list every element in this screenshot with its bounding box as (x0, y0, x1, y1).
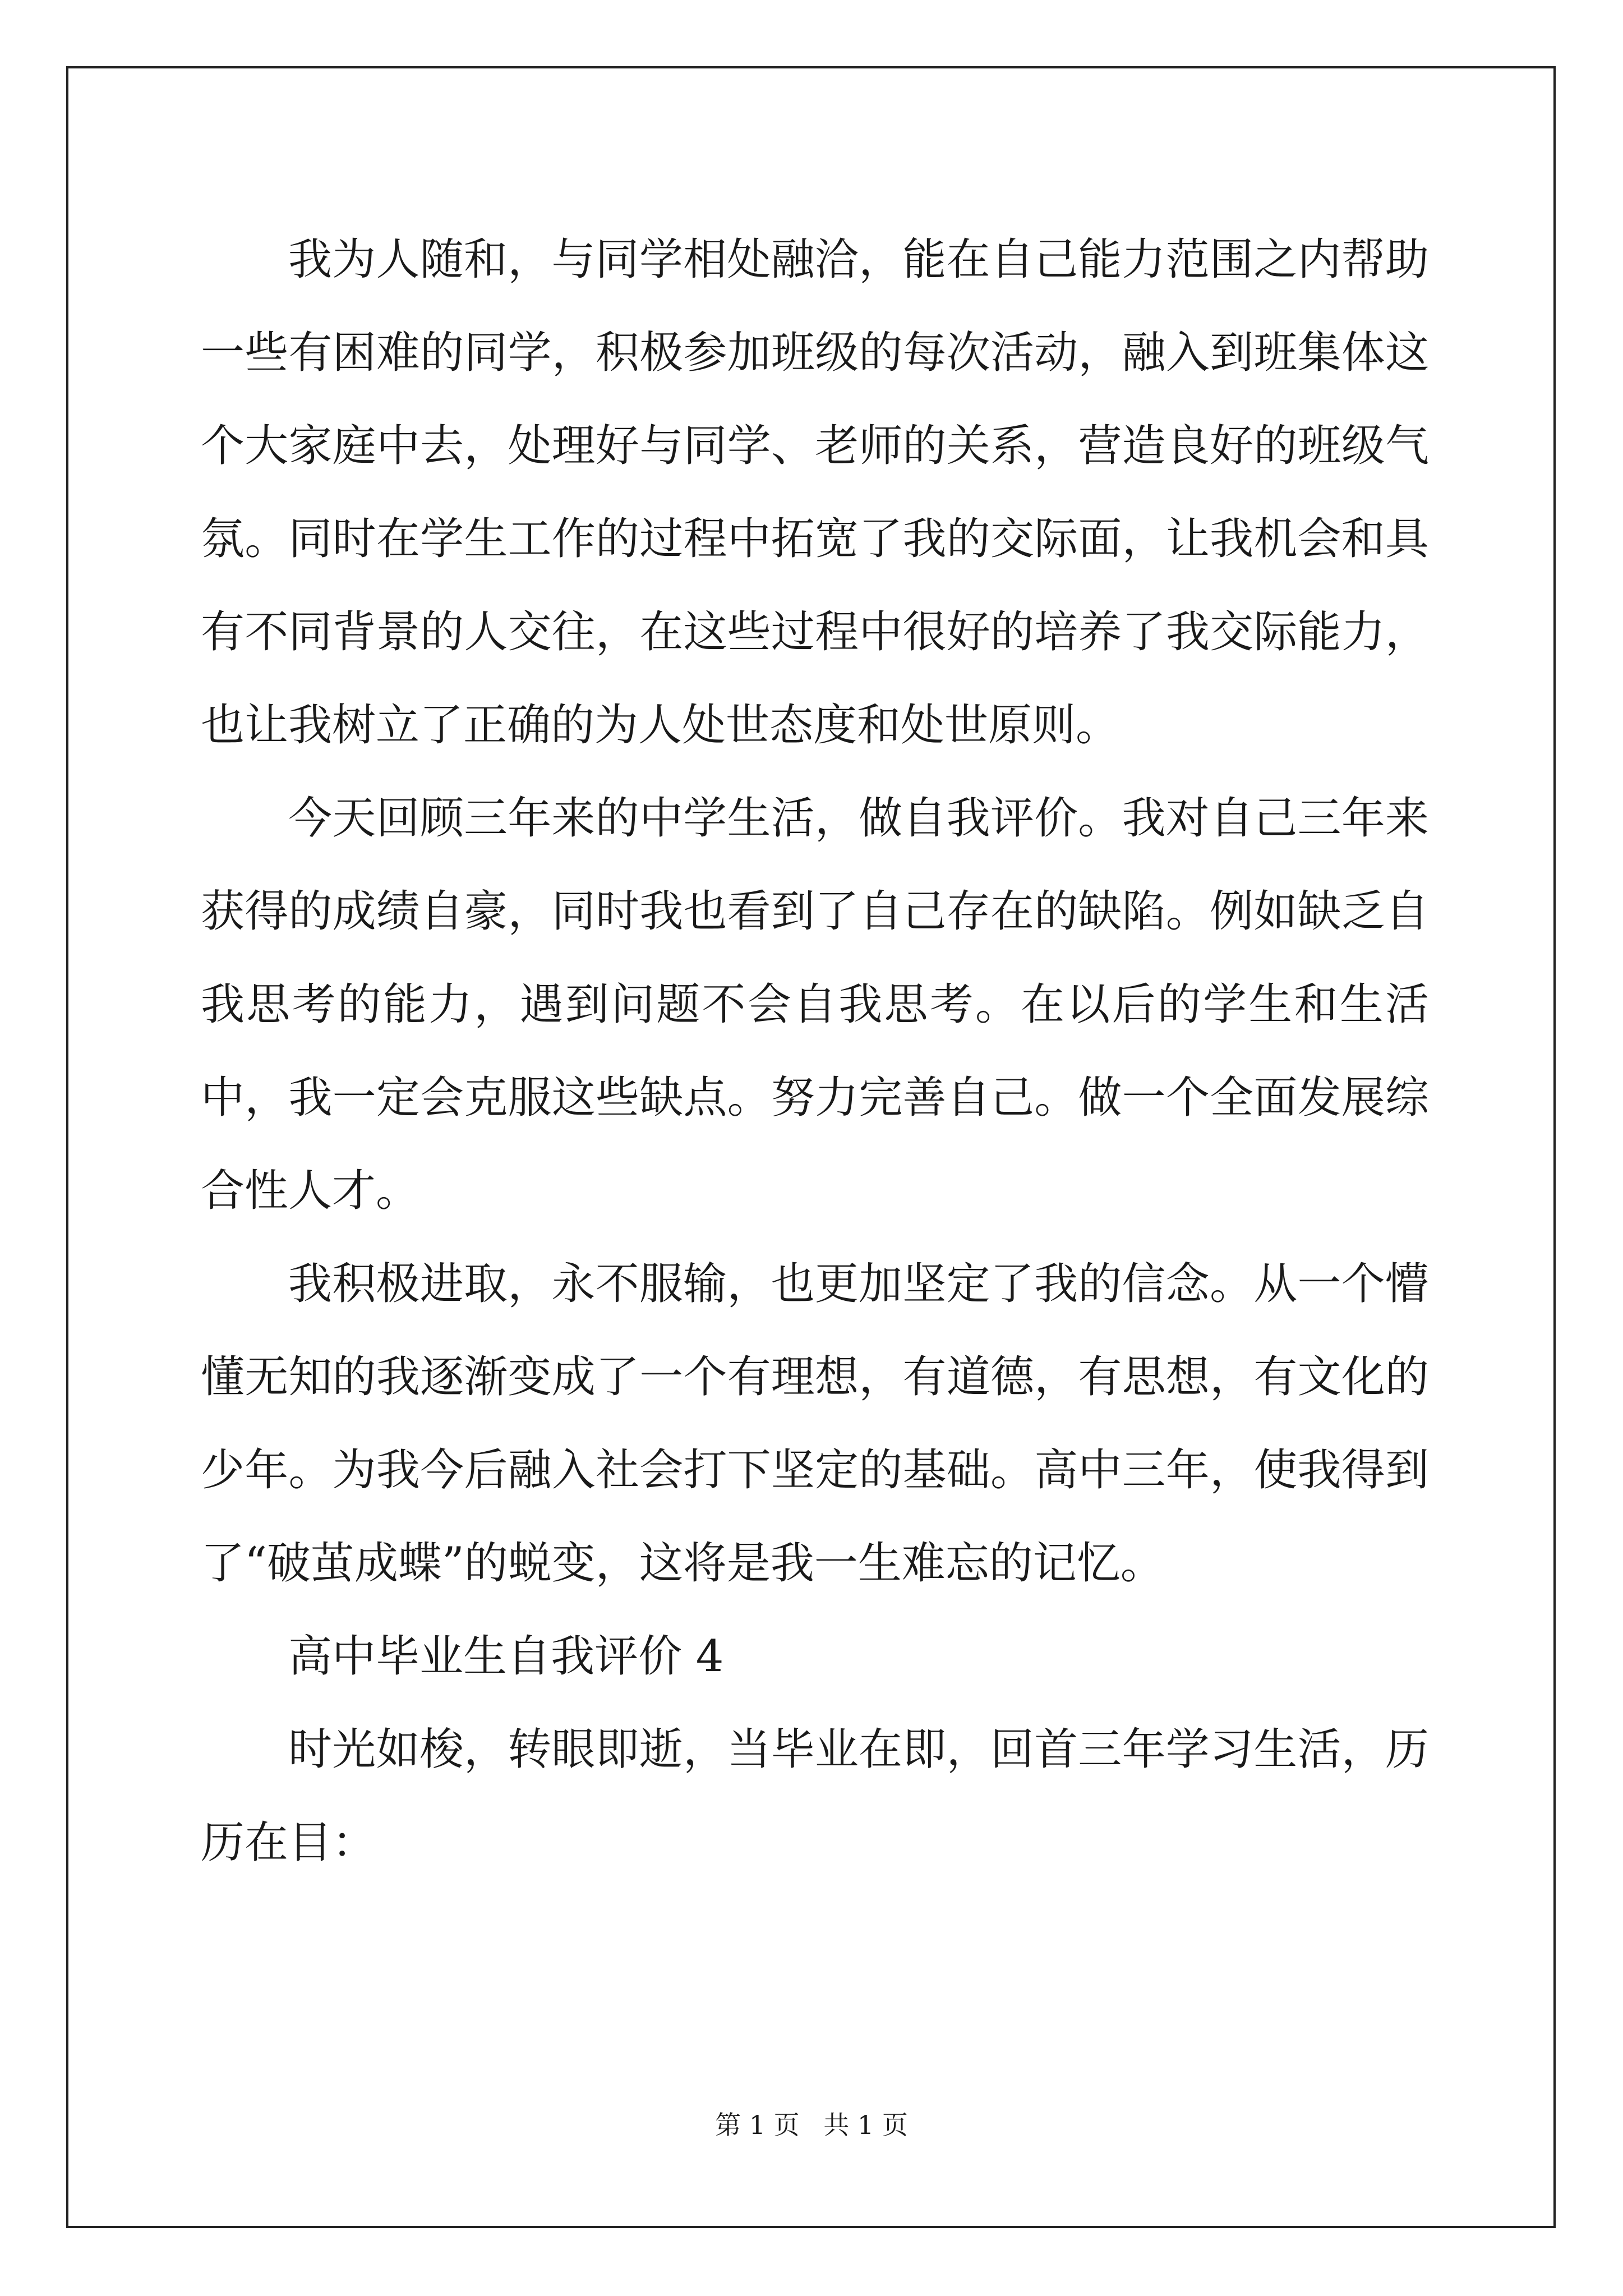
page-footer (0, 2105, 1623, 2142)
paragraph-3: 我积极进取，永不服输，也更加坚定了我的信念。从一个懵懂无知的我逐渐变成了一个有理想，有道德，有思想，有文化的少年。为我今后融入社会打下坚定的基础。高中三年，使我得到了“破茧成蝶”的蜕变，这将是我一生难忘的记忆。 (201, 1259, 1429, 1589)
section-heading: 高中毕业生自我评价 4 (288, 1631, 724, 1682)
paragraph-4: 时光如梭，转眼即逝，当毕业在即，回首三年学习生活，历历在目： (201, 1724, 1429, 1868)
document-body (201, 213, 1429, 1889)
page-number-current: 第 1 页 (715, 2110, 800, 2140)
paragraph-1: 我为人随和，与同学相处融洽，能在自己能力范围之内帮助一些有困难的同学，积极参加班级的每次活动，融入到班集体这个大家庭中去，处理好与同学、老师的关系，营造良好的班级气氛。同时在学生工作的过程中拓宽了我的交际面，让我机会和具有不同背景的人交往，在这些过程中很好的培养了我交际能力，也让我树立了正确的为人处世态度和处世原则。 (201, 234, 1429, 751)
paragraph-2: 今天回顾三年来的中学生活，做自我评价。我对自己三年来获得的成绩自豪，同时我也看到了自己存在的缺陷。例如缺乏自我思考的能力，遇到问题不会自我思考。在以后的学生和生活中，我一定会克服这些缺点。努力完善自己。做一个全面发展综合性人才。 (201, 793, 1429, 1216)
page-number-total: 共 1 页 (823, 2110, 908, 2140)
